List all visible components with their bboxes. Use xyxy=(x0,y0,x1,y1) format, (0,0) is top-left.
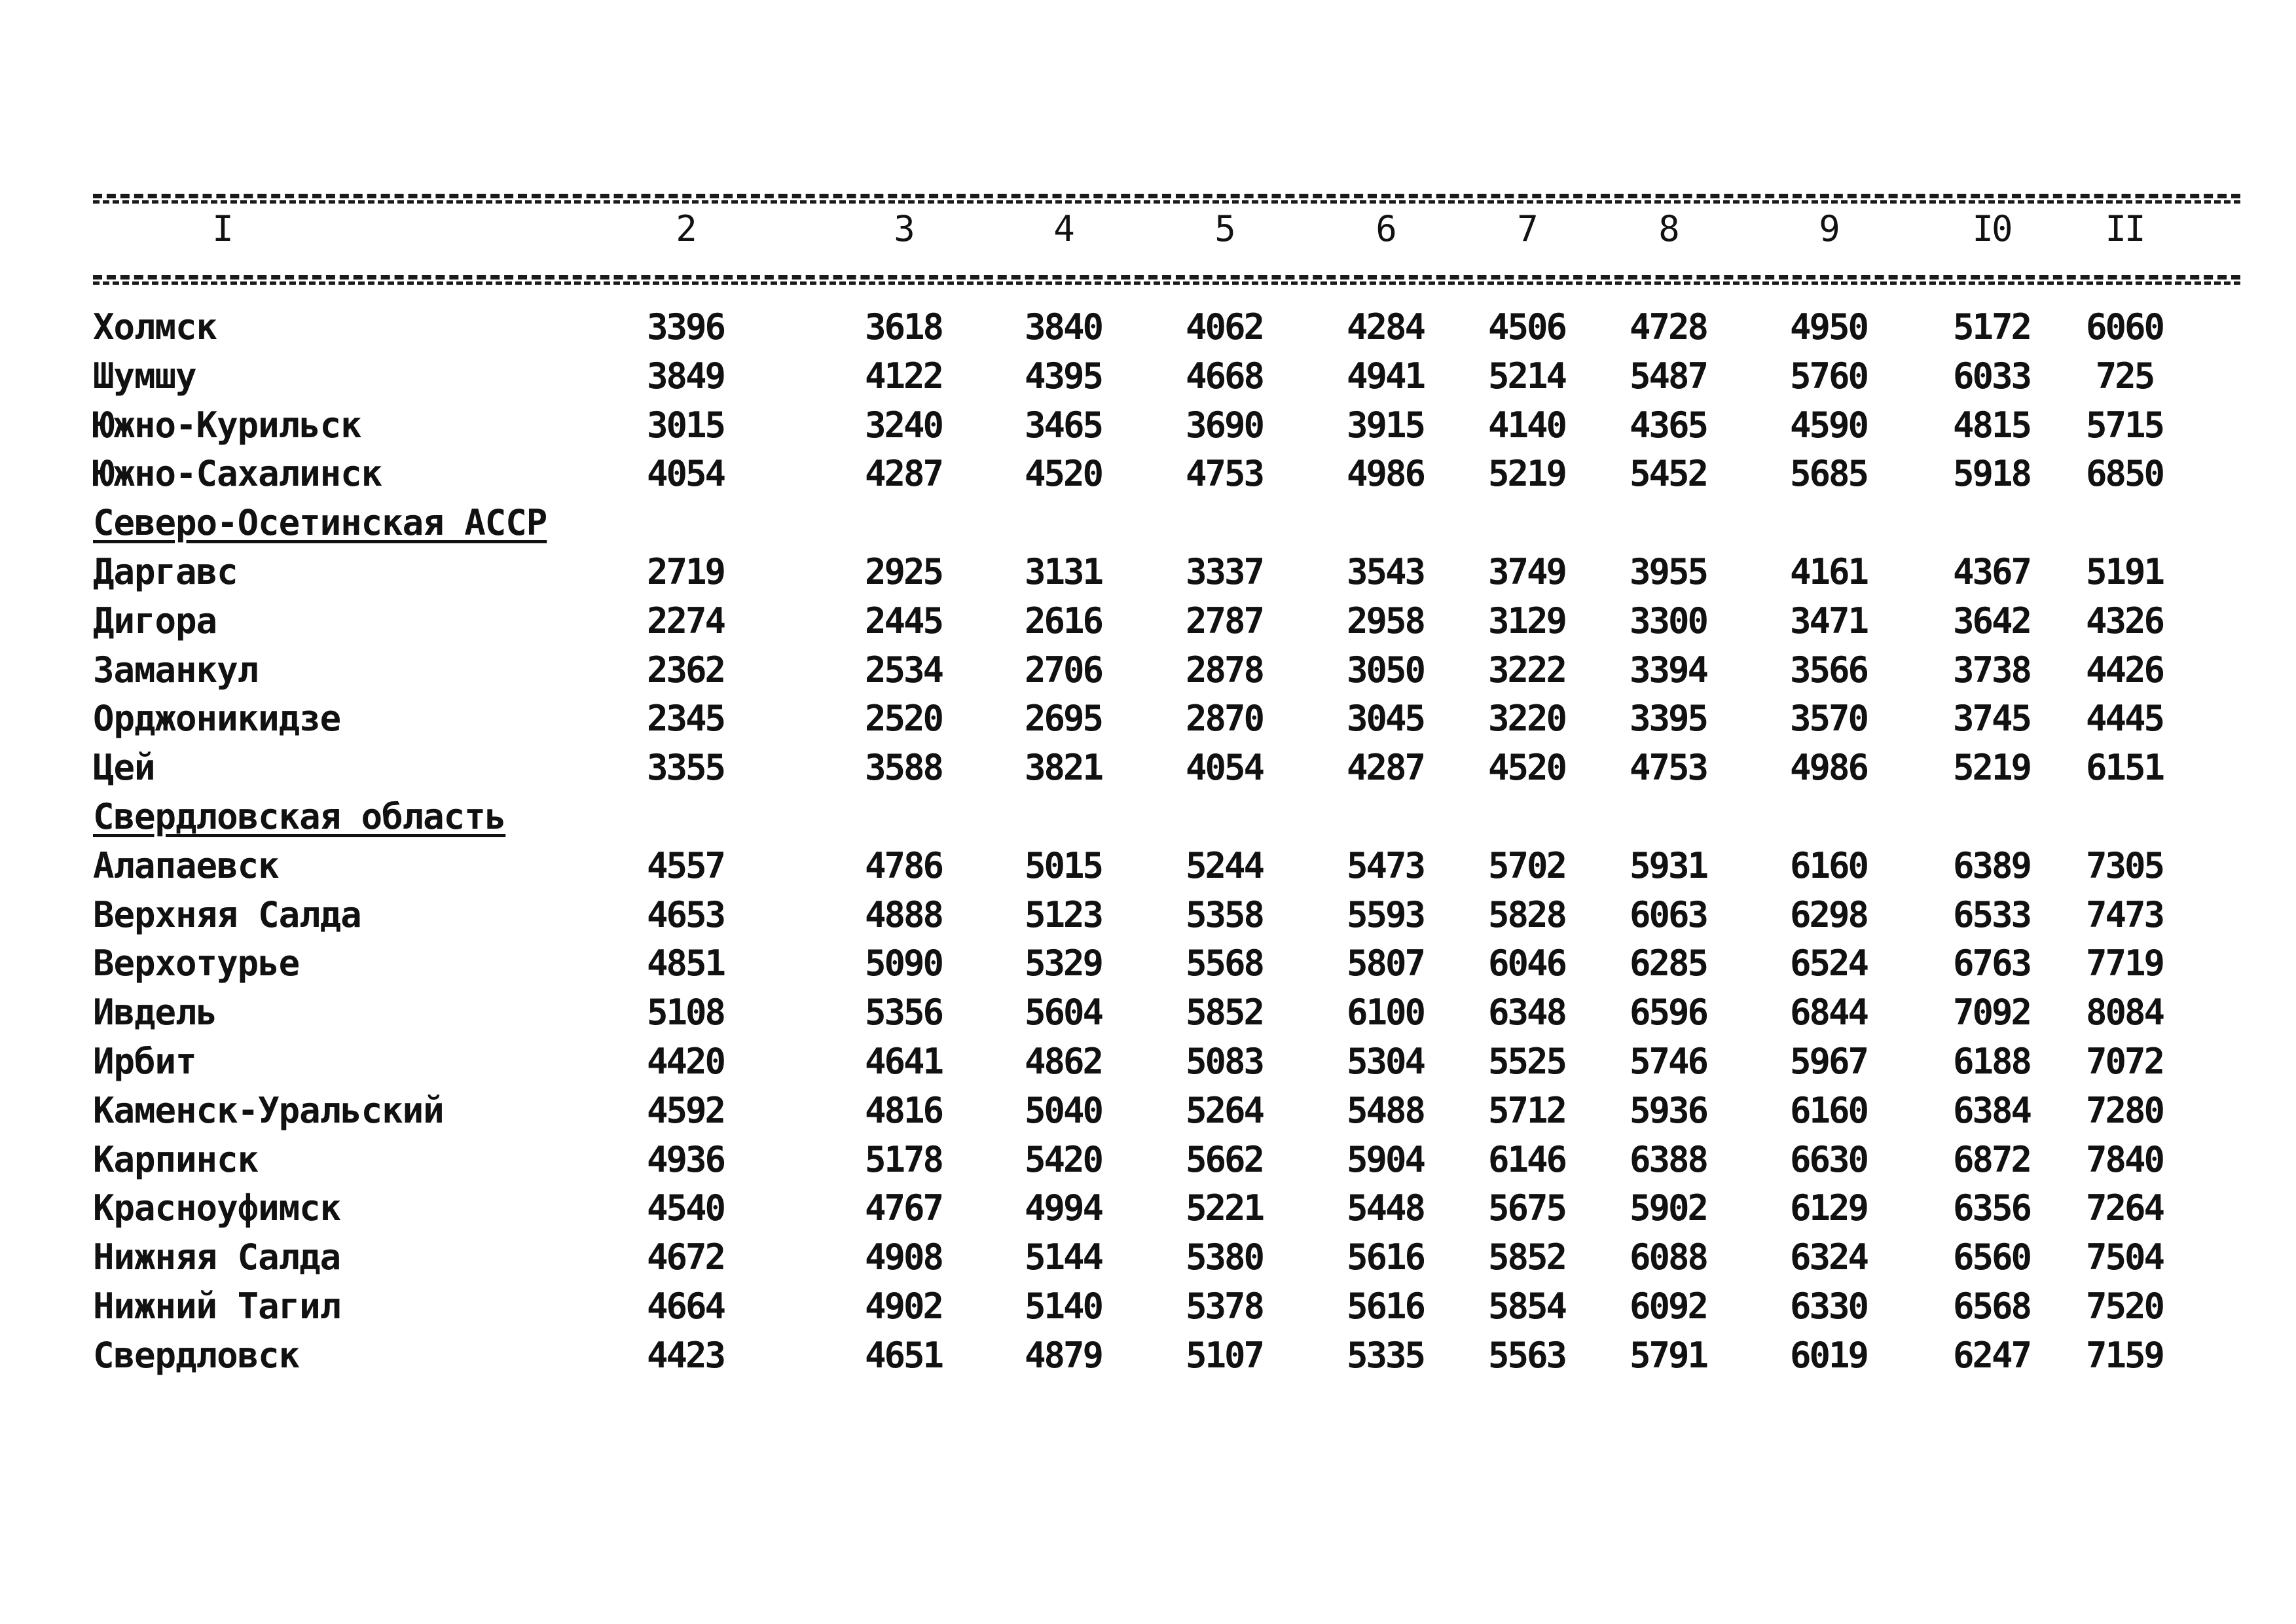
table-row xyxy=(0,1086,2296,1136)
table-cell: 4862 xyxy=(1024,1041,1102,1082)
table-cell: 3690 xyxy=(1185,405,1264,446)
table-row xyxy=(0,1037,2296,1087)
place-name: Верхотурье xyxy=(93,943,300,984)
table-cell: 5329 xyxy=(1024,943,1102,984)
table-cell: 6100 xyxy=(1346,992,1425,1033)
table-cell: 5015 xyxy=(1024,845,1102,886)
place-name: Ирбит xyxy=(93,1041,196,1082)
place-name: Даргавс xyxy=(93,551,238,592)
table-row xyxy=(0,743,2296,793)
column-header: II xyxy=(2105,208,2144,249)
table-cell: 5568 xyxy=(1185,943,1264,984)
table-cell: 3570 xyxy=(1789,698,1868,739)
table-cell: 4420 xyxy=(646,1041,725,1082)
table-cell: 4994 xyxy=(1024,1187,1102,1229)
table-cell: 5040 xyxy=(1024,1090,1102,1131)
table-cell: 4506 xyxy=(1487,306,1566,348)
table-cell: 6568 xyxy=(1952,1286,2031,1327)
region-heading-row xyxy=(0,792,2296,842)
table-cell: 4879 xyxy=(1024,1335,1102,1376)
table-cell: 6160 xyxy=(1789,1090,1868,1131)
table-cell: 5335 xyxy=(1346,1335,1425,1376)
column-header: 5 xyxy=(1214,208,1234,249)
table-cell: 6330 xyxy=(1789,1286,1868,1327)
table-cell: 5420 xyxy=(1024,1139,1102,1180)
table-cell: 2534 xyxy=(864,649,943,691)
table-cell: 4767 xyxy=(864,1187,943,1229)
table-cell: 5904 xyxy=(1346,1139,1425,1180)
table-cell: 5356 xyxy=(864,992,943,1033)
table-cell: 3821 xyxy=(1024,747,1102,788)
table-cell: 4161 xyxy=(1789,551,1868,592)
table-cell: 5219 xyxy=(1487,453,1566,494)
table-cell: 8084 xyxy=(2085,992,2164,1033)
column-header: I0 xyxy=(1972,208,2011,249)
table-cell: 6046 xyxy=(1487,943,1566,984)
region-heading-row xyxy=(0,498,2296,548)
table-cell: 4664 xyxy=(646,1286,725,1327)
place-name: Каменск-Уральский xyxy=(93,1090,444,1131)
table-cell: 2695 xyxy=(1024,698,1102,739)
table-cell: 2345 xyxy=(646,698,725,739)
table-cell: 4395 xyxy=(1024,355,1102,397)
table-cell: 4445 xyxy=(2085,698,2164,739)
table-cell: 6298 xyxy=(1789,894,1868,935)
table-cell: 5107 xyxy=(1185,1335,1264,1376)
table-cell: 5378 xyxy=(1185,1286,1264,1327)
table-cell: 6129 xyxy=(1789,1187,1868,1229)
table-cell: 3395 xyxy=(1629,698,1707,739)
table-row xyxy=(0,449,2296,499)
table-cell: 6356 xyxy=(1952,1187,2031,1229)
table-cell: 5452 xyxy=(1629,453,1707,494)
table-cell: 2925 xyxy=(864,551,943,592)
table-cell: 3749 xyxy=(1487,551,1566,592)
table-row xyxy=(0,694,2296,744)
table-cell: 6033 xyxy=(1952,355,2031,397)
table-row xyxy=(0,1233,2296,1282)
table-cell: 5108 xyxy=(646,992,725,1033)
table-cell: 5191 xyxy=(2085,551,2164,592)
table-cell: 5172 xyxy=(1952,306,2031,348)
column-header: 4 xyxy=(1053,208,1073,249)
table-cell: 5304 xyxy=(1346,1041,1425,1082)
table-cell: 4651 xyxy=(864,1335,943,1376)
table-cell: 7159 xyxy=(2085,1335,2164,1376)
table-cell: 5852 xyxy=(1487,1236,1566,1278)
table-cell: 5593 xyxy=(1346,894,1425,935)
table-cell: 4936 xyxy=(646,1139,725,1180)
table-cell: 6019 xyxy=(1789,1335,1868,1376)
table-cell: 6850 xyxy=(2085,453,2164,494)
table-row xyxy=(0,1135,2296,1185)
place-name: Нижний Тагил xyxy=(93,1286,341,1327)
place-name: Заманкул xyxy=(93,649,259,691)
table-cell: 4054 xyxy=(646,453,725,494)
table-cell: 7264 xyxy=(2085,1187,2164,1229)
table-cell: 4365 xyxy=(1629,405,1707,446)
table-cell: 6844 xyxy=(1789,992,1868,1033)
table-cell: 3355 xyxy=(646,747,725,788)
table-cell: 4284 xyxy=(1346,306,1425,348)
table-cell: 5702 xyxy=(1487,845,1566,886)
table-cell: 3396 xyxy=(646,306,725,348)
table-cell: 2445 xyxy=(864,600,943,641)
table-cell: 7092 xyxy=(1952,992,2031,1033)
table-cell: 4815 xyxy=(1952,405,2031,446)
place-name: Цей xyxy=(93,747,155,788)
table-cell: 5852 xyxy=(1185,992,1264,1033)
table-cell: 5264 xyxy=(1185,1090,1264,1131)
table-cell: 4753 xyxy=(1629,747,1707,788)
table-row xyxy=(0,401,2296,450)
table-cell: 3129 xyxy=(1487,600,1566,641)
table-cell: 5936 xyxy=(1629,1090,1707,1131)
table-cell: 5712 xyxy=(1487,1090,1566,1131)
table-cell: 3618 xyxy=(864,306,943,348)
table-cell: 5715 xyxy=(2085,405,2164,446)
table-cell: 5140 xyxy=(1024,1286,1102,1327)
table-cell: 3465 xyxy=(1024,405,1102,446)
table-cell: 6285 xyxy=(1629,943,1707,984)
table-cell: 4986 xyxy=(1789,747,1868,788)
table-cell: 7280 xyxy=(2085,1090,2164,1131)
place-name: Свердловск xyxy=(93,1335,300,1376)
table-cell: 5685 xyxy=(1789,453,1868,494)
table-cell: 3642 xyxy=(1952,600,2031,641)
table-cell: 3745 xyxy=(1952,698,2031,739)
table-cell: 5807 xyxy=(1346,943,1425,984)
table-cell: 7840 xyxy=(2085,1139,2164,1180)
table-row xyxy=(0,352,2296,401)
table-cell: 6151 xyxy=(2085,747,2164,788)
table-cell: 6088 xyxy=(1629,1236,1707,1278)
table-cell: 7305 xyxy=(2085,845,2164,886)
table-cell: 4986 xyxy=(1346,453,1425,494)
table-cell: 3045 xyxy=(1346,698,1425,739)
table-cell: 4816 xyxy=(864,1090,943,1131)
table-cell: 3738 xyxy=(1952,649,2031,691)
table-cell: 6533 xyxy=(1952,894,2031,935)
table-row xyxy=(0,1331,2296,1380)
header-rule xyxy=(93,275,2240,280)
table-cell: 3849 xyxy=(646,355,725,397)
table-cell: 5380 xyxy=(1185,1236,1264,1278)
table-cell: 4641 xyxy=(864,1041,943,1082)
table-cell: 5219 xyxy=(1952,747,2031,788)
table-cell: 4287 xyxy=(1346,747,1425,788)
table-cell: 5746 xyxy=(1629,1041,1707,1082)
table-cell: 2616 xyxy=(1024,600,1102,641)
table-cell: 4426 xyxy=(2085,649,2164,691)
table-cell: 6384 xyxy=(1952,1090,2031,1131)
table-cell: 5854 xyxy=(1487,1286,1566,1327)
column-header: 8 xyxy=(1658,208,1678,249)
table-cell: 5144 xyxy=(1024,1236,1102,1278)
table-cell: 4540 xyxy=(646,1187,725,1229)
region-heading: Свердловская область xyxy=(93,796,506,837)
table-cell: 7719 xyxy=(2085,943,2164,984)
place-name: Красноуфимск xyxy=(93,1187,341,1229)
table-cell: 5931 xyxy=(1629,845,1707,886)
table-cell: 3543 xyxy=(1346,551,1425,592)
table-cell: 6188 xyxy=(1952,1041,2031,1082)
table-cell: 3471 xyxy=(1789,600,1868,641)
table-cell: 5473 xyxy=(1346,845,1425,886)
table-cell: 6160 xyxy=(1789,845,1868,886)
table-cell: 2878 xyxy=(1185,649,1264,691)
table-cell: 6146 xyxy=(1487,1139,1566,1180)
table-cell: 5791 xyxy=(1629,1335,1707,1376)
table-row xyxy=(0,645,2296,695)
table-cell: 4888 xyxy=(864,894,943,935)
table-cell: 4590 xyxy=(1789,405,1868,446)
table-cell: 5214 xyxy=(1487,355,1566,397)
table-row xyxy=(0,547,2296,597)
header-rule-secondary xyxy=(93,281,2240,285)
table-cell: 6348 xyxy=(1487,992,1566,1033)
table-cell: 4062 xyxy=(1185,306,1264,348)
table-cell: 2958 xyxy=(1346,600,1425,641)
table-row xyxy=(0,988,2296,1038)
place-name: Холмск xyxy=(93,306,217,348)
table-cell: 4520 xyxy=(1487,747,1566,788)
place-name: Южно-Курильск xyxy=(93,405,361,446)
table-cell: 5448 xyxy=(1346,1187,1425,1229)
column-header: I xyxy=(212,208,233,249)
table-cell: 4941 xyxy=(1346,355,1425,397)
table-cell: 5244 xyxy=(1185,845,1264,886)
table-cell: 4668 xyxy=(1185,355,1264,397)
table-cell: 3015 xyxy=(646,405,725,446)
table-cell: 2870 xyxy=(1185,698,1264,739)
region-heading: Северо-Осетинская АССР xyxy=(93,502,547,543)
table-cell: 6060 xyxy=(2085,306,2164,348)
table-cell: 4423 xyxy=(646,1335,725,1376)
table-cell: 4592 xyxy=(646,1090,725,1131)
place-name: Алапаевск xyxy=(93,845,279,886)
column-header: 6 xyxy=(1376,208,1395,249)
table-cell: 5358 xyxy=(1185,894,1264,935)
table-cell: 5123 xyxy=(1024,894,1102,935)
table-cell: 5488 xyxy=(1346,1090,1425,1131)
table-cell: 5967 xyxy=(1789,1041,1868,1082)
table-cell: 4902 xyxy=(864,1286,943,1327)
table-cell: 3337 xyxy=(1185,551,1264,592)
table-cell: 4287 xyxy=(864,453,943,494)
table-cell: 6596 xyxy=(1629,992,1707,1033)
table-cell: 4557 xyxy=(646,845,725,886)
table-row xyxy=(0,1183,2296,1233)
table-cell: 3915 xyxy=(1346,405,1425,446)
table-cell: 2520 xyxy=(864,698,943,739)
table-cell: 6324 xyxy=(1789,1236,1868,1278)
table-cell: 6524 xyxy=(1789,943,1868,984)
table-cell: 5760 xyxy=(1789,355,1868,397)
table-cell: 3394 xyxy=(1629,649,1707,691)
table-cell: 5525 xyxy=(1487,1041,1566,1082)
table-cell: 2787 xyxy=(1185,600,1264,641)
table-cell: 5487 xyxy=(1629,355,1707,397)
table-cell: 4786 xyxy=(864,845,943,886)
top-rule xyxy=(93,194,2240,198)
column-header: 7 xyxy=(1517,208,1537,249)
table-cell: 3131 xyxy=(1024,551,1102,592)
table-cell: 7520 xyxy=(2085,1286,2164,1327)
table-cell: 725 xyxy=(2095,355,2154,397)
column-header: 9 xyxy=(1819,208,1838,249)
table-cell: 4908 xyxy=(864,1236,943,1278)
table-row xyxy=(0,302,2296,352)
table-row xyxy=(0,1282,2296,1331)
table-row xyxy=(0,596,2296,646)
table-cell: 6872 xyxy=(1952,1139,2031,1180)
table-cell: 6247 xyxy=(1952,1335,2031,1376)
table-row xyxy=(0,841,2296,891)
table-cell: 3300 xyxy=(1629,600,1707,641)
table-cell: 5221 xyxy=(1185,1187,1264,1229)
table-cell: 4054 xyxy=(1185,747,1264,788)
table-cell: 4653 xyxy=(646,894,725,935)
table-cell: 5178 xyxy=(864,1139,943,1180)
table-cell: 3955 xyxy=(1629,551,1707,592)
table-row xyxy=(0,939,2296,988)
table-cell: 5604 xyxy=(1024,992,1102,1033)
table-cell: 7504 xyxy=(2085,1236,2164,1278)
table-cell: 5616 xyxy=(1346,1236,1425,1278)
place-name: Шумшу xyxy=(93,355,196,397)
table-cell: 4950 xyxy=(1789,306,1868,348)
table-cell: 4326 xyxy=(2085,600,2164,641)
place-name: Ивдель xyxy=(93,992,217,1033)
table-cell: 6389 xyxy=(1952,845,2031,886)
table-cell: 4367 xyxy=(1952,551,2031,592)
table-cell: 5563 xyxy=(1487,1335,1566,1376)
column-header: 2 xyxy=(676,208,695,249)
table-cell: 3840 xyxy=(1024,306,1102,348)
table-cell: 4520 xyxy=(1024,453,1102,494)
table-cell: 3588 xyxy=(864,747,943,788)
table-cell: 5616 xyxy=(1346,1286,1425,1327)
table-cell: 3566 xyxy=(1789,649,1868,691)
table-cell: 2719 xyxy=(646,551,725,592)
table-cell: 7473 xyxy=(2085,894,2164,935)
table-cell: 2274 xyxy=(646,600,725,641)
table-cell: 4851 xyxy=(646,943,725,984)
table-cell: 6560 xyxy=(1952,1236,2031,1278)
column-header-row xyxy=(0,204,2296,254)
table-cell: 2362 xyxy=(646,649,725,691)
table-row xyxy=(0,890,2296,940)
place-name: Орджоникидзе xyxy=(93,698,341,739)
table-cell: 4672 xyxy=(646,1236,725,1278)
table-cell: 6763 xyxy=(1952,943,2031,984)
place-name: Карпинск xyxy=(93,1139,259,1180)
place-name: Южно-Сахалинск xyxy=(93,453,382,494)
place-name: Верхняя Салда xyxy=(93,894,361,935)
table-cell: 4753 xyxy=(1185,453,1264,494)
table-cell: 5083 xyxy=(1185,1041,1264,1082)
table-cell: 5902 xyxy=(1629,1187,1707,1229)
table-cell: 6388 xyxy=(1629,1139,1707,1180)
place-name: Нижняя Салда xyxy=(93,1236,341,1278)
table-cell: 6630 xyxy=(1789,1139,1868,1180)
table-cell: 3050 xyxy=(1346,649,1425,691)
table-cell: 3222 xyxy=(1487,649,1566,691)
place-name: Дигора xyxy=(93,600,217,641)
top-rule-secondary xyxy=(93,200,2240,204)
table-cell: 6063 xyxy=(1629,894,1707,935)
table-cell: 4122 xyxy=(864,355,943,397)
table-cell: 3220 xyxy=(1487,698,1566,739)
column-header: 3 xyxy=(894,208,913,249)
table-cell: 5675 xyxy=(1487,1187,1566,1229)
table-cell: 5828 xyxy=(1487,894,1566,935)
table-cell: 4140 xyxy=(1487,405,1566,446)
table-cell: 6092 xyxy=(1629,1286,1707,1327)
table-cell: 5662 xyxy=(1185,1139,1264,1180)
table-cell: 3240 xyxy=(864,405,943,446)
table-cell: 2706 xyxy=(1024,649,1102,691)
table-cell: 5918 xyxy=(1952,453,2031,494)
table-cell: 5090 xyxy=(864,943,943,984)
table-cell: 4728 xyxy=(1629,306,1707,348)
table-cell: 7072 xyxy=(2085,1041,2164,1082)
